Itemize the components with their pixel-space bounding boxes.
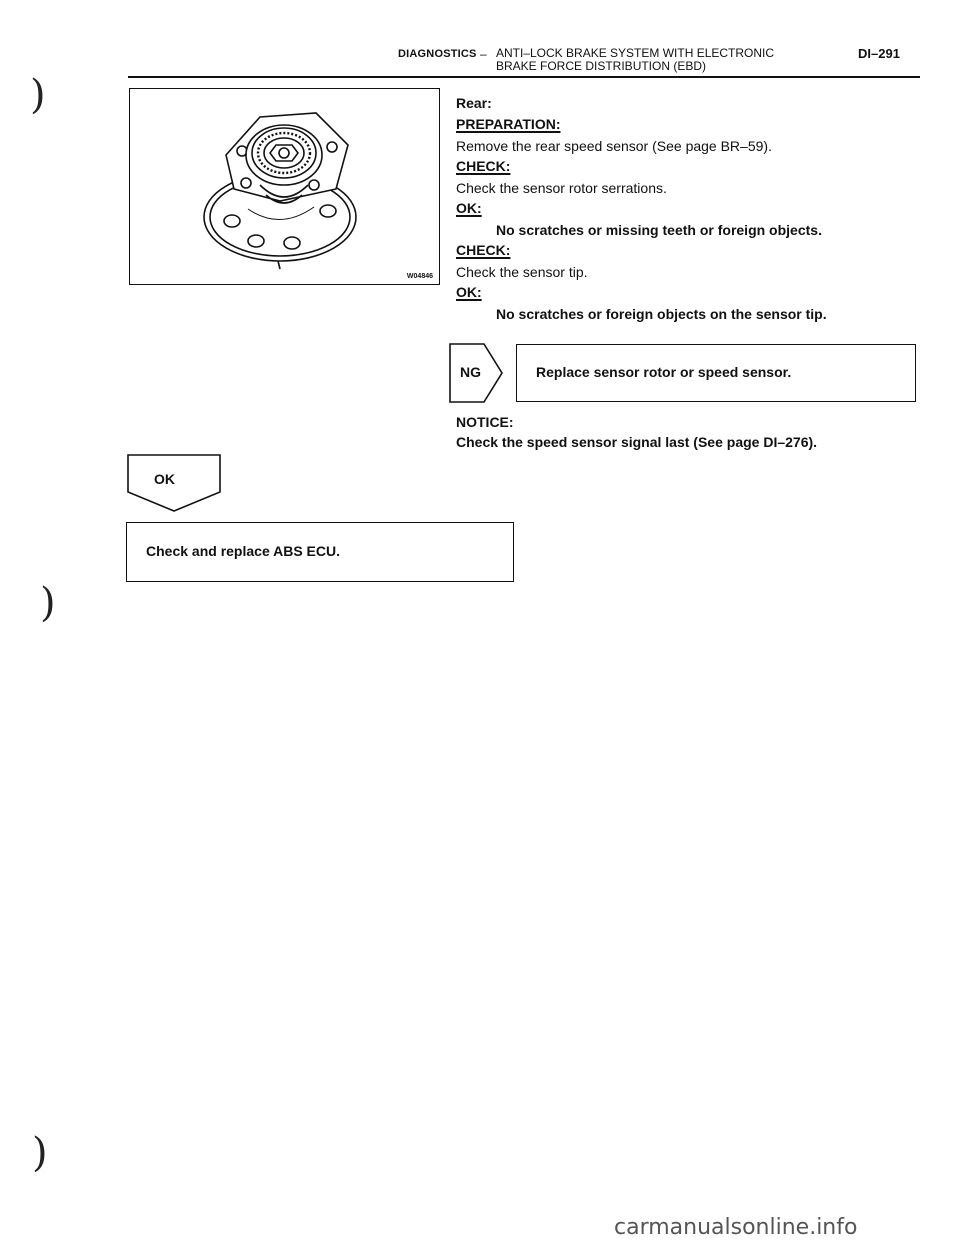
ok-tag: OK [154, 471, 175, 487]
ok-action-text: Check and replace ABS ECU. [146, 543, 340, 559]
binder-mark: ) [32, 1130, 48, 1176]
check-label: CHECK: [456, 158, 511, 174]
header-title-line2: BRAKE FORCE DISTRIBUTION (EBD) [496, 59, 707, 73]
notice-text: Check the speed sensor signal last (See page DI–276). [456, 434, 818, 450]
ng-action-text: Replace sensor rotor or speed sensor. [536, 364, 792, 380]
preparation-text: Remove the rear speed sensor (See page BR–59). [456, 138, 772, 154]
preparation-label: PREPARATION: [456, 116, 561, 132]
ok-label: OK: [456, 284, 482, 300]
figure-code: W04846 [406, 273, 433, 280]
header-rule [128, 76, 920, 78]
header-section: DIAGNOSTICS [398, 48, 477, 60]
illustration-frame [129, 88, 440, 285]
check-label: CHECK: [456, 242, 511, 258]
ng-tag: NG [460, 364, 481, 380]
watermark: carmanualsonline.info [614, 1215, 858, 1240]
ok-text: No scratches or missing teeth or foreign objects. [496, 222, 822, 238]
ok-text: No scratches or foreign objects on the sensor tip. [496, 306, 827, 322]
binder-mark: ) [40, 580, 56, 626]
rear-axle-hub-icon [130, 89, 438, 283]
check-text: Check the sensor tip. [456, 264, 588, 280]
binder-mark: ) [30, 72, 46, 118]
ok-label: OK: [456, 200, 482, 216]
header-title-line1: ANTI–LOCK BRAKE SYSTEM WITH ELECTRONIC [496, 46, 775, 60]
page-number: DI–291 [858, 46, 900, 61]
check-text: Check the sensor rotor serrations. [456, 180, 667, 196]
header-separator: – [480, 47, 487, 61]
header-title [496, 47, 774, 73]
notice-label: NOTICE: [456, 414, 514, 430]
section-heading: Rear: [456, 95, 492, 111]
